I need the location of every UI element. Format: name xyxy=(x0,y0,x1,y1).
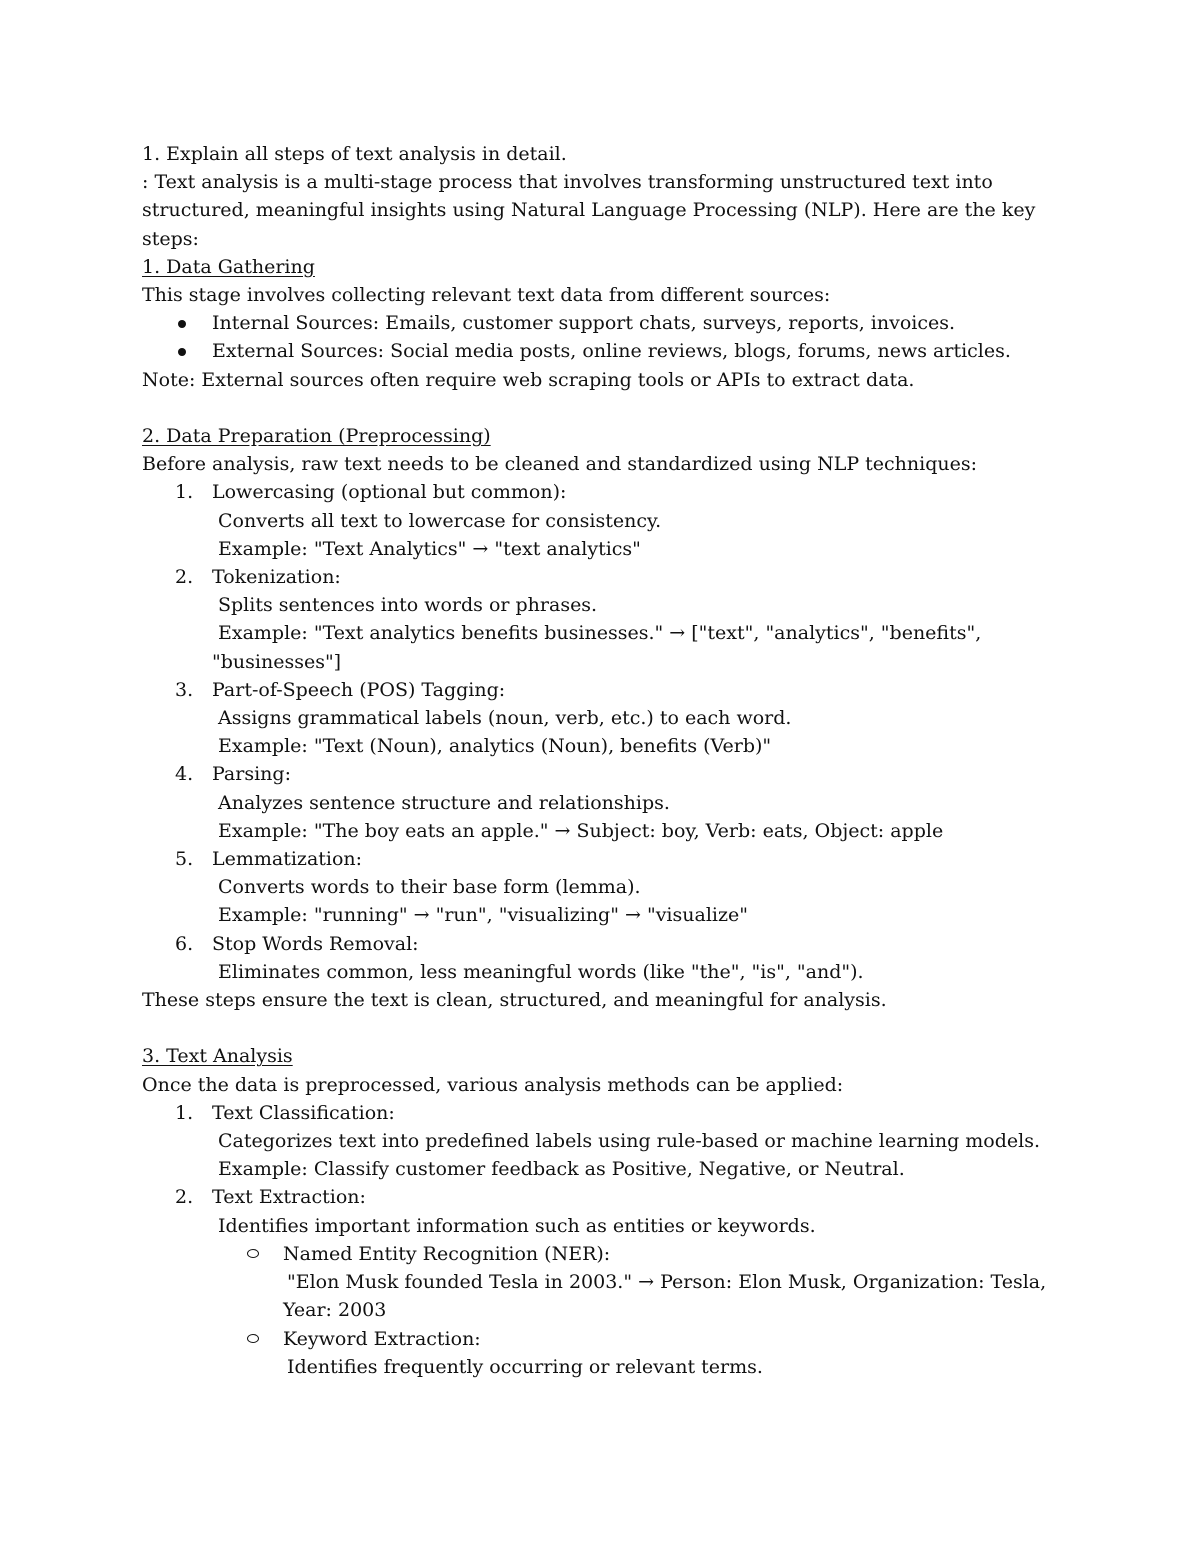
item-number: 6. xyxy=(175,932,194,955)
item-example: Example: "The boy eats an apple." → Subject: boy, Verb: eats, Object: apple xyxy=(218,819,944,842)
item-example-continued: "businesses"] xyxy=(212,650,342,673)
item-title: Stop Words Removal: xyxy=(212,932,419,955)
item-title: Text Extraction: xyxy=(212,1186,366,1209)
list-item xyxy=(142,1099,1072,1127)
intro-line-3: steps: xyxy=(142,227,199,250)
section3-lead: Once the data is preprocessed, various analysis methods can be applied: xyxy=(142,1073,844,1096)
section1-heading: 1. Data Gathering xyxy=(142,255,315,278)
item-example: Example: "running" → "run", "visualizing" → "visualize" xyxy=(218,904,748,927)
item-title: Part-of-Speech (POS) Tagging: xyxy=(212,678,506,701)
list-item xyxy=(142,676,1072,704)
bullet-icon xyxy=(178,348,186,356)
item-number: 5. xyxy=(175,848,194,871)
document-page xyxy=(142,140,1072,1381)
hollow-bullet-icon xyxy=(247,1334,259,1343)
item-number: 1. xyxy=(175,481,194,504)
item-desc: Converts all text to lowercase for consistency. xyxy=(218,509,662,532)
sub-item-title: Named Entity Recognition (NER): xyxy=(283,1242,611,1265)
item-example: Example: "Text Analytics" → "text analytics" xyxy=(218,537,641,560)
section1-note: Note: External sources often require web scraping tools or APIs to extract data. xyxy=(142,368,915,391)
item-number: 2. xyxy=(175,1186,194,1209)
intro-line-1: : Text analysis is a multi-stage process that involves transforming unstructured text into xyxy=(142,171,993,194)
sub-item-line-continued: Year: 2003 xyxy=(283,1299,387,1322)
section2-closing: These steps ensure the text is clean, structured, and meaningful for analysis. xyxy=(142,989,887,1012)
item-desc: Splits sentences into words or phrases. xyxy=(218,594,598,617)
list-item xyxy=(142,760,1072,788)
section2-lead: Before analysis, raw text needs to be cleaned and standardized using NLP techniques: xyxy=(142,453,978,476)
list-item xyxy=(142,930,1072,958)
sub-item-line: "Elon Musk founded Tesla in 2003." → Person: Elon Musk, Organization: Tesla, xyxy=(287,1271,1047,1294)
item-desc: Eliminates common, less meaningful words (like "the", "is", "and"). xyxy=(218,960,864,983)
question-line: 1. Explain all steps of text analysis in detail. xyxy=(142,143,567,165)
sub-item-line: Identifies frequently occurring or relevant terms. xyxy=(287,1355,763,1378)
item-example: Example: "Text analytics benefits businesses." → ["text", "analytics", "benefits", xyxy=(218,622,982,645)
list-item xyxy=(142,309,1072,337)
section1-lead: This stage involves collecting relevant text data from different sources: xyxy=(142,284,831,307)
item-number: 4. xyxy=(175,763,194,786)
intro-line-2: structured, meaningful insights using Natural Language Processing (NLP). Here are the key xyxy=(142,199,1036,222)
sub-list-item xyxy=(142,1240,1072,1268)
section3-heading: 3. Text Analysis xyxy=(142,1045,293,1068)
bullet-text: External Sources: Social media posts, online reviews, blogs, forums, news articles. xyxy=(212,340,1011,363)
item-desc: Analyzes sentence structure and relationships. xyxy=(218,791,670,814)
item-title: Tokenization: xyxy=(212,566,341,589)
bullet-text: Internal Sources: Emails, customer support chats, surveys, reports, invoices. xyxy=(212,312,956,335)
item-desc: Identifies important information such as entities or keywords. xyxy=(218,1214,816,1237)
item-desc: Converts words to their base form (lemma). xyxy=(218,876,641,899)
item-number: 1. xyxy=(175,1101,194,1124)
list-item xyxy=(142,845,1072,873)
item-example: Example: "Text (Noun), analytics (Noun), benefits (Verb)" xyxy=(218,735,772,758)
list-item xyxy=(142,478,1072,506)
item-number: 3. xyxy=(175,678,194,701)
sub-list-item xyxy=(142,1325,1072,1353)
list-item xyxy=(142,337,1072,365)
item-number: 2. xyxy=(175,566,194,589)
item-desc: Assigns grammatical labels (noun, verb, etc.) to each word. xyxy=(218,707,792,730)
item-example: Example: Classify customer feedback as Positive, Negative, or Neutral. xyxy=(218,1158,905,1181)
item-title: Parsing: xyxy=(212,763,291,786)
list-item xyxy=(142,563,1072,591)
item-title: Lemmatization: xyxy=(212,848,363,871)
bullet-icon xyxy=(178,320,186,328)
item-title: Lowercasing (optional but common): xyxy=(212,481,567,504)
section2-heading: 2. Data Preparation (Preprocessing) xyxy=(142,425,491,448)
item-title: Text Classification: xyxy=(212,1101,395,1124)
list-item xyxy=(142,1183,1072,1211)
item-desc: Categorizes text into predefined labels using rule-based or machine learning models. xyxy=(218,1130,1041,1153)
sub-item-title: Keyword Extraction: xyxy=(283,1327,481,1350)
hollow-bullet-icon xyxy=(247,1249,259,1258)
